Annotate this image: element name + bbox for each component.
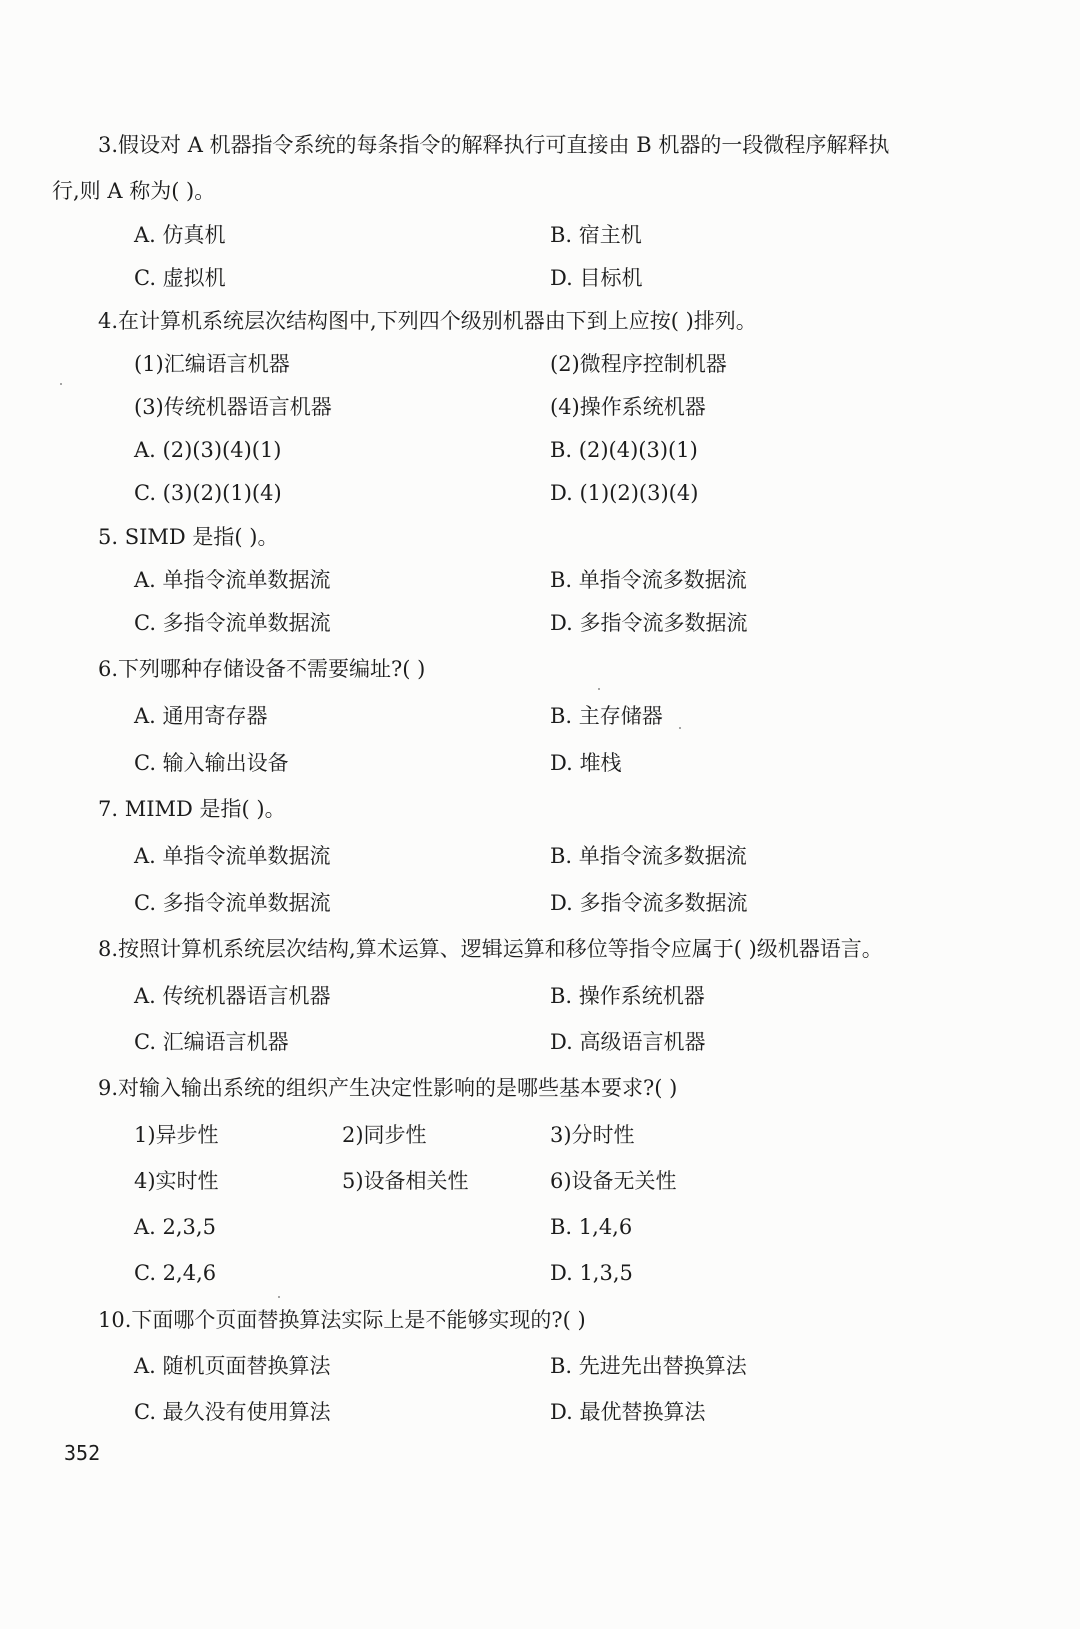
question-3-option-c: C. 虚拟机: [134, 266, 226, 290]
question-3-option-b: B. 宿主机: [550, 223, 642, 247]
question-10-option-c: C. 最久没有使用算法: [134, 1400, 331, 1424]
question-4-option-c: C. (3)(2)(1)(4): [134, 481, 282, 505]
question-9-stem: 9.对输入输出系统的组织产生决定性影响的是哪些基本要求?( ): [98, 1076, 678, 1100]
question-7-stem: 7. MIMD 是指( )。: [98, 797, 286, 821]
question-9-option-d: D. 1,3,5: [550, 1261, 633, 1285]
question-10-option-d: D. 最优替换算法: [550, 1400, 706, 1424]
question-6-option-c: C. 输入输出设备: [134, 751, 289, 775]
question-4-stem: 4.在计算机系统层次结构图中,下列四个级别机器由下到上应按( )排列。: [98, 309, 757, 333]
question-10-stem: 10.下面哪个页面替换算法实际上是不能够实现的?( ): [98, 1308, 586, 1332]
question-8-option-c: C. 汇编语言机器: [134, 1030, 289, 1054]
question-9-item-6: 6)设备无关性: [550, 1169, 677, 1193]
question-8-option-d: D. 高级语言机器: [550, 1030, 706, 1054]
question-4-item-3: (3)传统机器语言机器: [134, 395, 332, 419]
question-3-option-a: A. 仿真机: [134, 223, 226, 247]
question-6-stem: 6.下列哪种存储设备不需要编址?( ): [98, 657, 426, 681]
scan-speck: [60, 383, 62, 385]
question-9-option-c: C. 2,4,6: [134, 1261, 217, 1285]
question-7-option-d: D. 多指令流多数据流: [550, 891, 748, 915]
question-4-item-2: (2)微程序控制机器: [550, 352, 727, 376]
question-4-option-b: B. (2)(4)(3)(1): [550, 438, 698, 462]
question-6-option-d: D. 堆栈: [550, 751, 622, 775]
page-number: 352: [64, 1441, 101, 1465]
question-8-option-a: A. 传统机器语言机器: [134, 984, 331, 1008]
question-5-option-c: C. 多指令流单数据流: [134, 611, 331, 635]
question-9-option-a: A. 2,3,5: [134, 1215, 216, 1239]
question-9-option-b: B. 1,4,6: [550, 1215, 633, 1239]
question-4-item-1: (1)汇编语言机器: [134, 352, 290, 376]
question-6-option-b: B. 主存储器: [550, 704, 663, 728]
question-3-option-d: D. 目标机: [550, 266, 643, 290]
scan-speck: [679, 727, 681, 729]
question-9-item-2: 2)同步性: [342, 1123, 427, 1147]
question-9-item-5: 5)设备相关性: [342, 1169, 469, 1193]
question-9-item-4: 4)实时性: [134, 1169, 219, 1193]
question-8-stem: 8.按照计算机系统层次结构,算术运算、逻辑运算和移位等指令应属于( )级机器语言。: [98, 937, 883, 961]
question-5-option-d: D. 多指令流多数据流: [550, 611, 748, 635]
question-10-option-b: B. 先进先出替换算法: [550, 1354, 747, 1378]
question-4-item-4: (4)操作系统机器: [550, 395, 706, 419]
question-4-option-a: A. (2)(3)(4)(1): [134, 438, 282, 462]
question-9-item-3: 3)分时性: [550, 1123, 635, 1147]
question-6-option-a: A. 通用寄存器: [134, 704, 268, 728]
scan-speck: [278, 1296, 280, 1298]
question-7-option-b: B. 单指令流多数据流: [550, 844, 747, 868]
question-9-item-1: 1)异步性: [134, 1123, 219, 1147]
question-3-stem: 3.假设对 A 机器指令系统的每条指令的解释执行可直接由 B 机器的一段微程序解释执: [98, 133, 890, 157]
question-10-option-a: A. 随机页面替换算法: [134, 1354, 331, 1378]
question-7-option-c: C. 多指令流单数据流: [134, 891, 331, 915]
question-7-option-a: A. 单指令流单数据流: [134, 844, 331, 868]
question-5-option-b: B. 单指令流多数据流: [550, 568, 747, 592]
scan-speck: [598, 688, 600, 690]
question-5-option-a: A. 单指令流单数据流: [134, 568, 331, 592]
question-8-option-b: B. 操作系统机器: [550, 984, 705, 1008]
question-5-stem: 5. SIMD 是指( )。: [98, 525, 279, 549]
question-3-stem-continued: 行,则 A 称为( )。: [52, 179, 216, 203]
question-4-option-d: D. (1)(2)(3)(4): [550, 481, 699, 505]
